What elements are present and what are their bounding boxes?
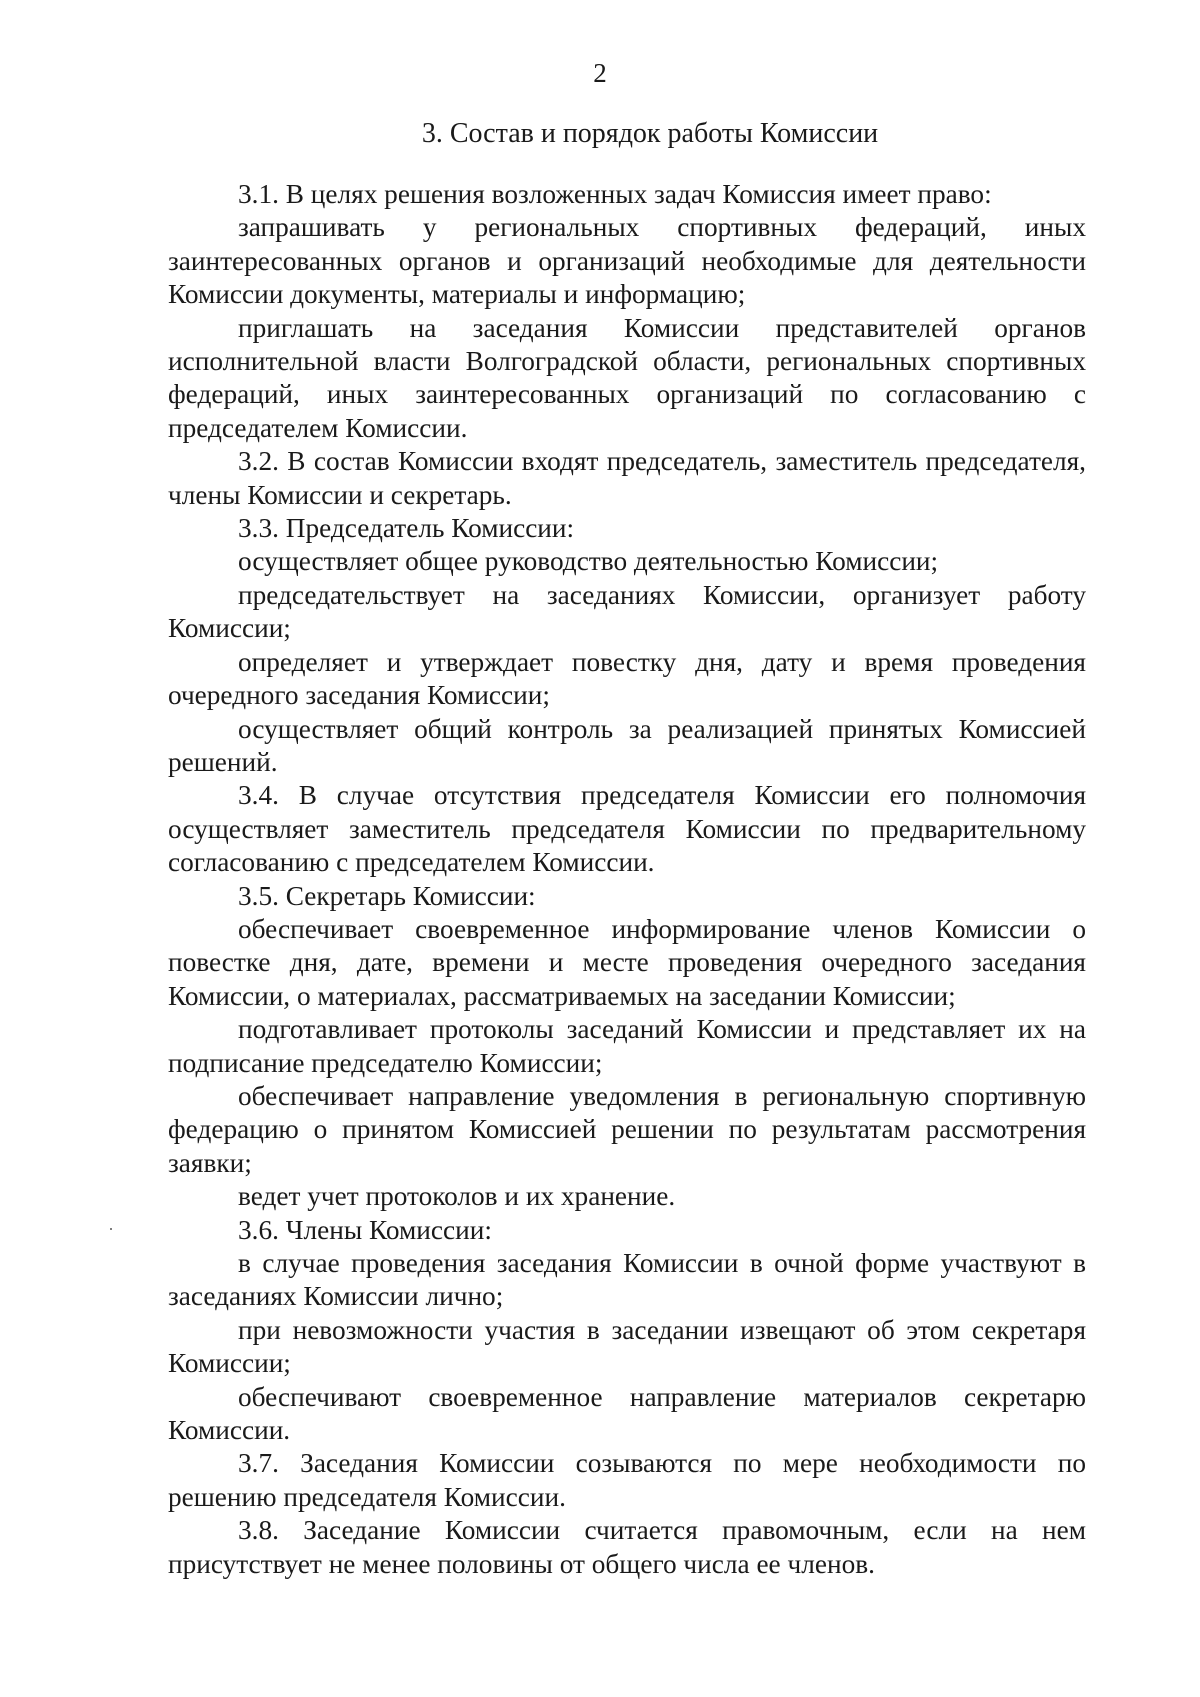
- paragraph-item: осуществляет общее руководство деятельностью Комиссии;: [238, 546, 939, 577]
- paragraph-item: ведет учет протоколов и их хранение.: [238, 1181, 676, 1212]
- document-body: [168, 178, 1086, 1581]
- paragraph-item: подготавливает протоколы заседаний Комиссии и представляет их на подписание председателю Комиссии;: [168, 1014, 1086, 1078]
- paragraph-item: определяет и утверждает повестку дня, дату и время проведения очередного заседания Комиссии;: [168, 646, 1086, 711]
- paragraph-item: в случае проведения заседания Комиссии в очной форме участвуют в заседаниях Комиссии лично;: [168, 1248, 1086, 1312]
- section-title: 3. Состав и порядок работы Комиссии: [421, 118, 879, 149]
- page-number: 2: [593, 58, 607, 88]
- paragraph-3-2: 3.2. В состав Комиссии входят председатель, заместитель председателя, члены Комиссии и секретарь.: [168, 446, 1086, 510]
- paragraph-3-6: 3.6. Члены Комиссии:: [238, 1214, 492, 1245]
- paragraph-3-3: 3.3. Председатель Комиссии:: [238, 513, 575, 544]
- paragraph-3-5: 3.5. Секретарь Комиссии:: [238, 880, 536, 911]
- paragraph-3-7: 3.7. Заседания Комиссии созываются по мере необходимости по решению председателя Комиссии.: [168, 1448, 1086, 1512]
- paragraph-item: при невозможности участия в заседании извещают об этом секретаря Комиссии;: [168, 1314, 1086, 1379]
- paragraph-item: обеспечивает своевременное информирование членов Комиссии о повестке дня, дате, времени и месте проведения очередного заседания Комиссии, о материалах, рассматриваемых на заседании Комиссии;: [168, 913, 1086, 1011]
- paragraph-3-8: 3.8. Заседание Комиссии считается правомочным, если на нем присутствует не менее половины от общего числа ее членов.: [168, 1515, 1086, 1579]
- scan-speck: [110, 1228, 112, 1230]
- paragraph-item: обеспечивает направление уведомления в региональную спортивную федерацию о принятом Комиссией решении по результатам рассмотрения заявки;: [168, 1080, 1086, 1178]
- paragraph-item: приглашать на заседания Комиссии представителей органов исполнительной власти Волгоградской области, региональных спортивных федераций, иных заинтересованных организаций по согласованию с председателем Комиссии.: [168, 312, 1086, 443]
- paragraph-item: председательствует на заседаниях Комиссии, организует работу Комиссии;: [168, 579, 1086, 644]
- paragraph-3-1: 3.1. В целях решения возложенных задач Комиссия имеет право:: [238, 179, 992, 209]
- paragraph-item: осуществляет общий контроль за реализацией принятых Комиссией решений.: [168, 713, 1086, 777]
- paragraph-item: обеспечивают своевременное направление материалов секретарю Комиссии.: [168, 1381, 1086, 1446]
- paragraph-item: запрашивать у региональных спортивных федераций, иных заинтересованных органов и организаций необходимые для деятельности Комиссии документы, материалы и информацию;: [168, 212, 1086, 310]
- paragraph-3-4: 3.4. В случае отсутствия председателя Комиссии его полномочия осуществляет заместитель председателя Комиссии по предварительному согласованию с председателем Комиссии.: [168, 780, 1086, 878]
